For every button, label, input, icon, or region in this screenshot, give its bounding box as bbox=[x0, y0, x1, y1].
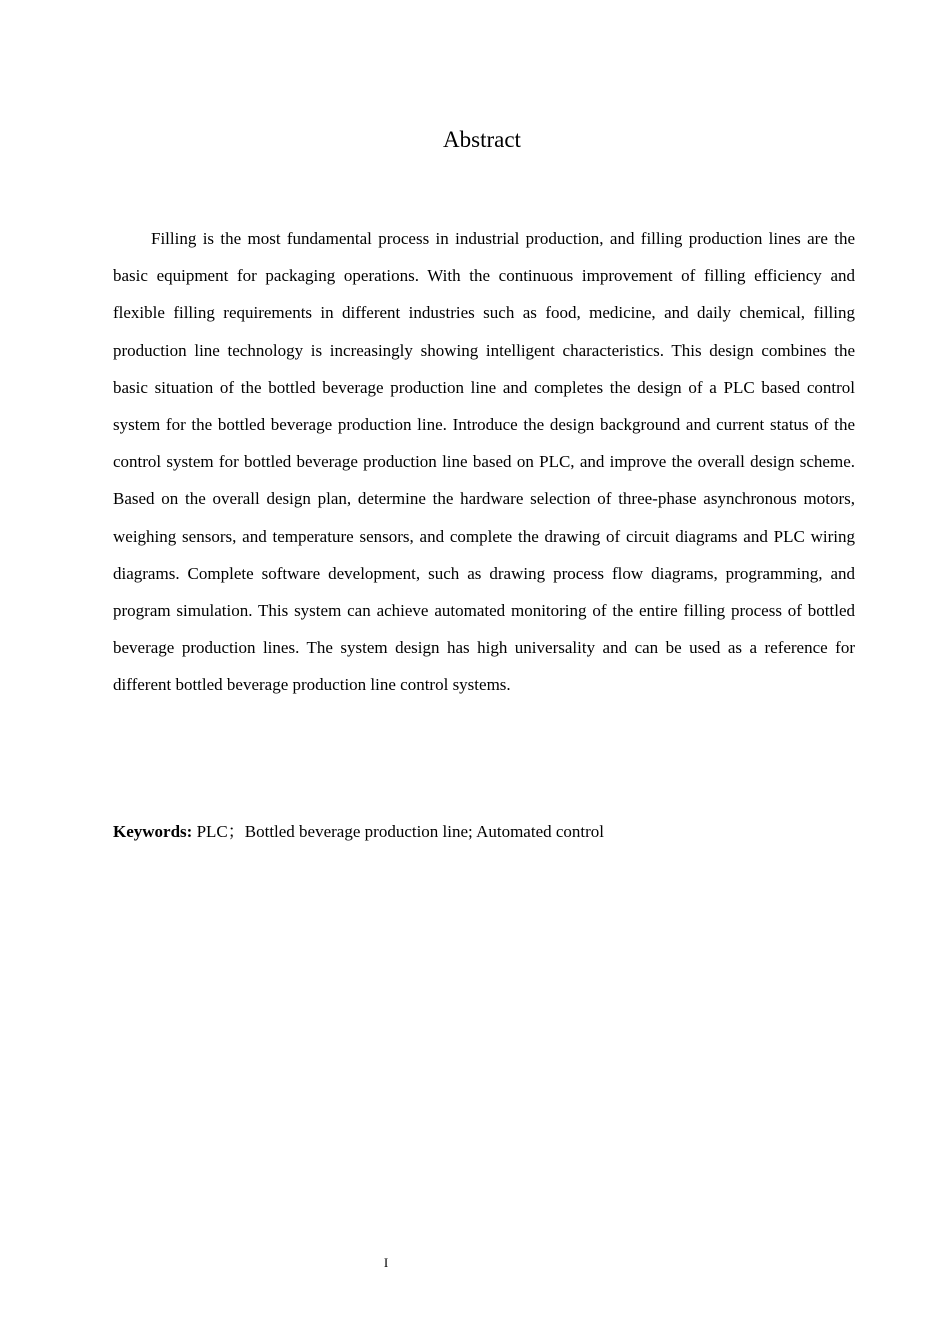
page-title: Abstract bbox=[443, 127, 521, 152]
page-number: I bbox=[383, 1255, 389, 1270]
keywords-text: PLC；Bottled beverage production line; Automated control bbox=[192, 822, 605, 841]
keywords-line bbox=[113, 817, 855, 847]
keywords-label: Keywords: bbox=[113, 822, 193, 841]
abstract-paragraph: Filling is the most fundamental process in industrial production, and filling production lines are the basic equipment for packaging operations. With the continuous improvement of filling efficiency and flexible filling requirements in different industries such as food, medicine, and daily chemical, filling production line technology is increasingly showing intelligent characteristics. This design combines the basic situation of the bottled beverage production line and completes the design of a PLC based control system for the bottled beverage production line. Introduce the design background and current status of the control system for bottled beverage production line based on PLC, and improve the overall design scheme. Based on the overall design plan, determine the hardware selection of three-phase asynchronous motors, weighing sensors, and temperature sensors, and complete the drawing of circuit diagrams and PLC wiring diagrams. Complete software development, such as drawing process flow diagrams, programming, and program simulation. This system can achieve automated monitoring of the entire filling process of bottled beverage production lines. The system design has high universality and can be used as a reference for different bottled beverage production line control systems. bbox=[113, 229, 855, 695]
